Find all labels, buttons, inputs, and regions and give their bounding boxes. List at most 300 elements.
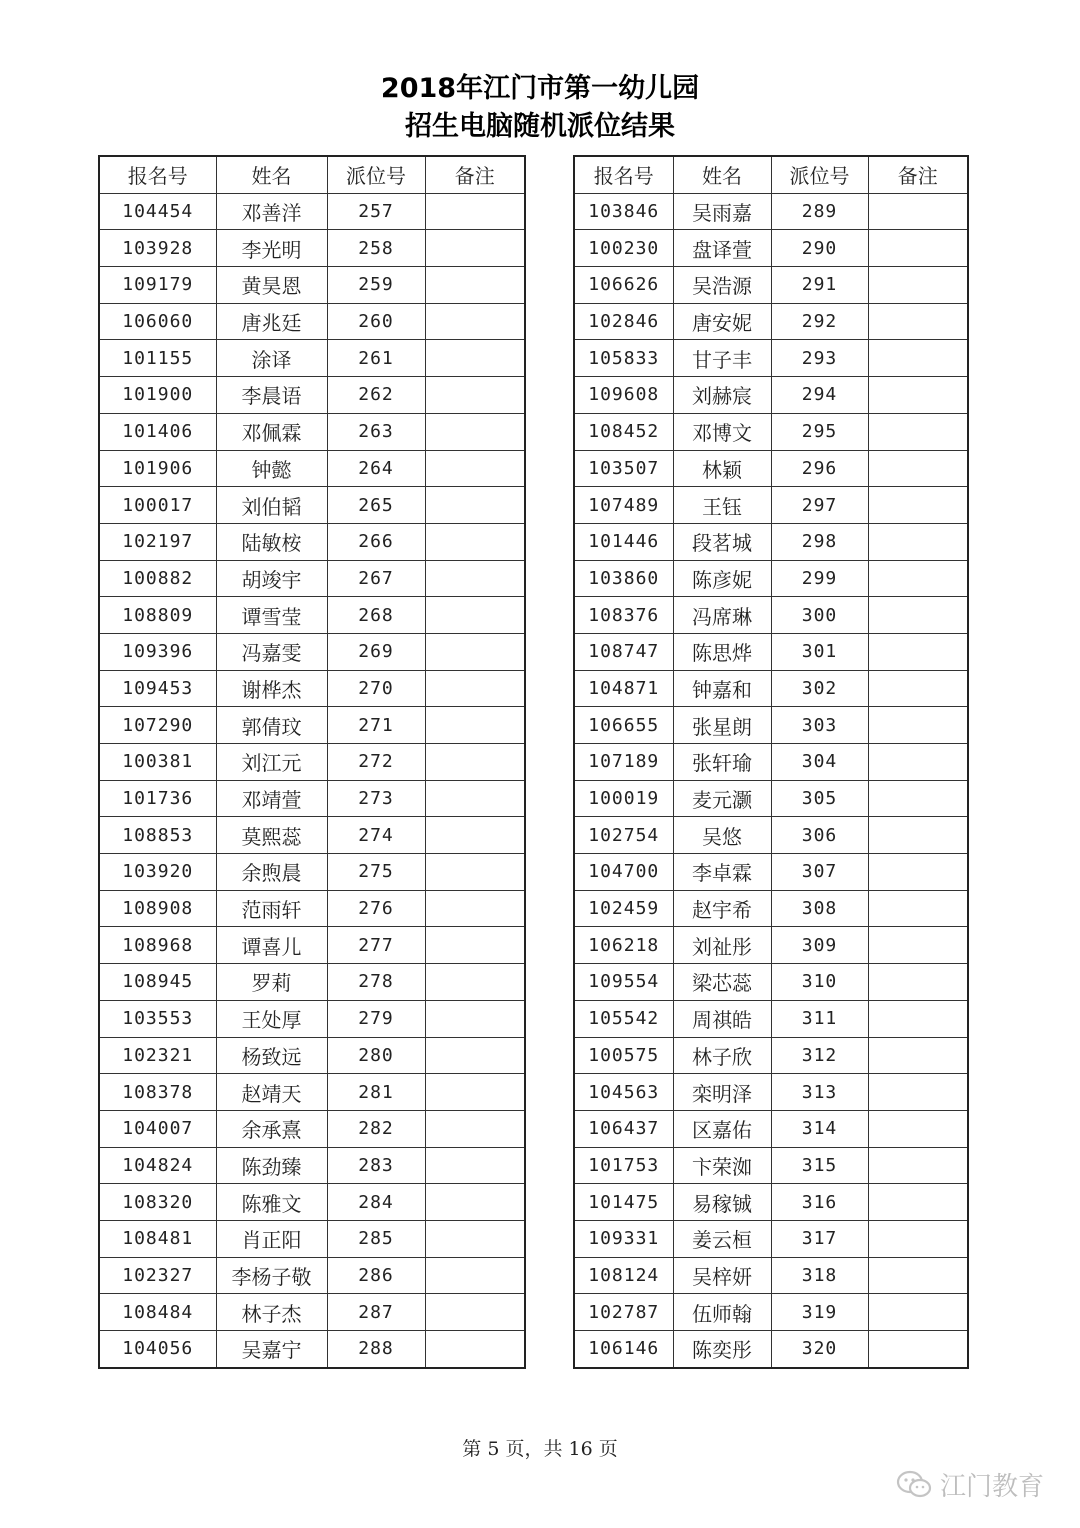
cell-registration-id: 103553 [99,1000,216,1037]
cell-lottery-number: 272 [327,744,425,781]
cell-registration-id: 109608 [574,377,673,414]
cell-lottery-number: 287 [327,1294,425,1331]
cell-lottery-number: 268 [327,597,425,634]
cell-registration-id: 106437 [574,1110,673,1147]
cell-registration-id: 100019 [574,780,673,817]
cell-note [425,450,525,487]
cell-registration-id: 105833 [574,340,673,377]
cell-lottery-number: 263 [327,413,425,450]
cell-name: 胡竣宇 [216,560,327,597]
table-row [574,377,968,414]
cell-note [868,230,968,267]
table-row [574,707,968,744]
table-row [99,597,525,634]
cell-note [868,1110,968,1147]
cell-lottery-number: 318 [771,1257,868,1294]
cell-name: 唐兆廷 [216,303,327,340]
table-row [99,744,525,781]
cell-note [868,890,968,927]
cell-lottery-number: 280 [327,1037,425,1074]
cell-note [425,487,525,524]
table-row [574,230,968,267]
results-table-left [98,155,526,1369]
cell-name: 吴悠 [673,817,771,854]
table-row [99,1110,525,1147]
cell-lottery-number: 319 [771,1294,868,1331]
table-row [99,854,525,891]
table-row [99,707,525,744]
cell-note [868,303,968,340]
cell-lottery-number: 291 [771,267,868,304]
cell-note [868,1074,968,1111]
cell-note [425,927,525,964]
table-row [99,1184,525,1221]
cell-note [868,927,968,964]
cell-lottery-number: 288 [327,1331,425,1368]
table-row [99,1331,525,1368]
cell-name: 陈思烨 [673,633,771,670]
cell-registration-id: 108484 [99,1294,216,1331]
table-row [99,927,525,964]
column-header-id: 报名号 [99,156,216,193]
column-header-pos: 派位号 [327,156,425,193]
cell-name: 林子杰 [216,1294,327,1331]
page-footer: 第 5 页，共 16 页 [462,1438,618,1460]
cell-registration-id: 103928 [99,230,216,267]
cell-lottery-number: 264 [327,450,425,487]
cell-lottery-number: 317 [771,1220,868,1257]
cell-registration-id: 103920 [99,854,216,891]
cell-registration-id: 103860 [574,560,673,597]
cell-name: 范雨轩 [216,890,327,927]
cell-note [425,560,525,597]
table-header-row [99,156,525,193]
cell-registration-id: 105542 [574,1000,673,1037]
cell-registration-id: 108481 [99,1220,216,1257]
cell-note [425,340,525,377]
cell-lottery-number: 277 [327,927,425,964]
cell-name: 谭雪莹 [216,597,327,634]
cell-lottery-number: 295 [771,413,868,450]
cell-lottery-number: 285 [327,1220,425,1257]
cell-note [868,450,968,487]
cell-registration-id: 108853 [99,817,216,854]
cell-name: 钟懿 [216,450,327,487]
cell-name: 栾明泽 [673,1074,771,1111]
table-row [99,193,525,230]
table-row [99,450,525,487]
cell-registration-id: 108376 [574,597,673,634]
cell-registration-id: 102459 [574,890,673,927]
cell-registration-id: 109453 [99,670,216,707]
cell-lottery-number: 271 [327,707,425,744]
cell-name: 赵宇希 [673,890,771,927]
table-row [99,670,525,707]
cell-lottery-number: 257 [327,193,425,230]
cell-name: 伍师翰 [673,1294,771,1331]
cell-lottery-number: 308 [771,890,868,927]
cell-lottery-number: 286 [327,1257,425,1294]
cell-registration-id: 101736 [99,780,216,817]
table-row [574,1074,968,1111]
table-row [574,1110,968,1147]
table-row [99,413,525,450]
cell-note [425,1147,525,1184]
table-row [574,964,968,1001]
cell-lottery-number: 297 [771,487,868,524]
cell-lottery-number: 292 [771,303,868,340]
cell-note [425,303,525,340]
table-row [574,523,968,560]
cell-registration-id: 108908 [99,890,216,927]
table-row [574,560,968,597]
cell-note [425,1037,525,1074]
table-row [574,340,968,377]
table-row [574,1147,968,1184]
cell-note [425,854,525,891]
cell-note [868,633,968,670]
table-row [574,267,968,304]
cell-registration-id: 103507 [574,450,673,487]
cell-note [868,1147,968,1184]
results-table-right [573,155,969,1369]
cell-name: 易稼铖 [673,1184,771,1221]
cell-name: 赵靖天 [216,1074,327,1111]
cell-lottery-number: 266 [327,523,425,560]
cell-note [425,230,525,267]
table-row [574,927,968,964]
cell-name: 冯嘉雯 [216,633,327,670]
cell-lottery-number: 273 [327,780,425,817]
cell-registration-id: 104056 [99,1331,216,1368]
cell-note [868,597,968,634]
cell-registration-id: 107290 [99,707,216,744]
cell-registration-id: 102846 [574,303,673,340]
cell-name: 刘伯韬 [216,487,327,524]
cell-note [868,854,968,891]
cell-name: 黄昊恩 [216,267,327,304]
cell-lottery-number: 284 [327,1184,425,1221]
cell-note [425,707,525,744]
table-row [574,303,968,340]
cell-lottery-number: 276 [327,890,425,927]
cell-name: 林子欣 [673,1037,771,1074]
cell-name: 罗莉 [216,964,327,1001]
table-row [99,1074,525,1111]
cell-lottery-number: 307 [771,854,868,891]
cell-note [868,744,968,781]
cell-lottery-number: 309 [771,927,868,964]
cell-lottery-number: 311 [771,1000,868,1037]
cell-lottery-number: 320 [771,1331,868,1368]
cell-lottery-number: 293 [771,340,868,377]
cell-lottery-number: 296 [771,450,868,487]
cell-lottery-number: 312 [771,1037,868,1074]
cell-registration-id: 109396 [99,633,216,670]
cell-note [868,560,968,597]
cell-name: 邓佩霖 [216,413,327,450]
cell-note [425,890,525,927]
cell-name: 周祺皓 [673,1000,771,1037]
table-row [99,560,525,597]
cell-lottery-number: 258 [327,230,425,267]
table-row [574,633,968,670]
cell-name: 陈劲臻 [216,1147,327,1184]
cell-lottery-number: 283 [327,1147,425,1184]
table-row [574,780,968,817]
cell-name: 盘译萱 [673,230,771,267]
cell-lottery-number: 290 [771,230,868,267]
cell-note [868,1257,968,1294]
cell-note [425,597,525,634]
cell-note [425,377,525,414]
cell-name: 张星朗 [673,707,771,744]
cell-note [868,523,968,560]
cell-lottery-number: 304 [771,744,868,781]
cell-registration-id: 101900 [99,377,216,414]
cell-note [868,1037,968,1074]
cell-registration-id: 104007 [99,1110,216,1147]
cell-registration-id: 101475 [574,1184,673,1221]
table-row [574,1220,968,1257]
cell-name: 李卓霖 [673,854,771,891]
cell-name: 郭倩玟 [216,707,327,744]
cell-name: 肖正阳 [216,1220,327,1257]
cell-name: 唐安妮 [673,303,771,340]
cell-name: 陈雅文 [216,1184,327,1221]
cell-note [868,670,968,707]
cell-note [425,780,525,817]
cell-lottery-number: 294 [771,377,868,414]
cell-lottery-number: 315 [771,1147,868,1184]
cell-name: 邓靖萱 [216,780,327,817]
cell-name: 吴雨嘉 [673,193,771,230]
cell-note [425,1257,525,1294]
cell-note [425,1000,525,1037]
cell-registration-id: 108945 [99,964,216,1001]
table-row [99,377,525,414]
cell-note [868,267,968,304]
cell-note [425,1220,525,1257]
cell-lottery-number: 275 [327,854,425,891]
cell-name: 涂译 [216,340,327,377]
cell-note [425,1184,525,1221]
table-row [574,854,968,891]
cell-name: 钟嘉和 [673,670,771,707]
cell-name: 陈彦妮 [673,560,771,597]
cell-note [425,633,525,670]
wechat-icon [896,1469,932,1501]
cell-lottery-number: 310 [771,964,868,1001]
table-row [574,413,968,450]
cell-note [868,340,968,377]
table-row [99,303,525,340]
table-row [99,230,525,267]
cell-lottery-number: 281 [327,1074,425,1111]
cell-note [868,487,968,524]
cell-registration-id: 101406 [99,413,216,450]
cell-lottery-number: 262 [327,377,425,414]
cell-name: 冯席琳 [673,597,771,634]
cell-note [868,1331,968,1368]
table-row [574,744,968,781]
column-header-note: 备注 [425,156,525,193]
cell-lottery-number: 270 [327,670,425,707]
cell-name: 李杨子敬 [216,1257,327,1294]
table-row [99,1257,525,1294]
cell-lottery-number: 300 [771,597,868,634]
cell-registration-id: 100230 [574,230,673,267]
cell-name: 王处厚 [216,1000,327,1037]
watermark-text: 江门教育 [940,1472,1045,1502]
table-row [574,597,968,634]
cell-registration-id: 106060 [99,303,216,340]
cell-note [425,1074,525,1111]
watermark [896,1466,1044,1503]
table-row [574,670,968,707]
cell-lottery-number: 259 [327,267,425,304]
cell-name: 林颖 [673,450,771,487]
table-row [99,1294,525,1331]
cell-registration-id: 104563 [574,1074,673,1111]
cell-registration-id: 104871 [574,670,673,707]
table-row [99,1000,525,1037]
cell-name: 陈奕彤 [673,1331,771,1368]
cell-lottery-number: 305 [771,780,868,817]
cell-lottery-number: 267 [327,560,425,597]
cell-note [425,1294,525,1331]
cell-registration-id: 106655 [574,707,673,744]
cell-note [425,1331,525,1368]
cell-name: 吴嘉宁 [216,1331,327,1368]
cell-registration-id: 108452 [574,413,673,450]
table-row [574,1000,968,1037]
table-row [574,450,968,487]
cell-name: 谢桦杰 [216,670,327,707]
cell-name: 李晨语 [216,377,327,414]
cell-name: 邓善洋 [216,193,327,230]
cell-note [425,523,525,560]
cell-registration-id: 107489 [574,487,673,524]
cell-name: 杨致远 [216,1037,327,1074]
cell-note [868,377,968,414]
cell-lottery-number: 278 [327,964,425,1001]
column-header-name: 姓名 [216,156,327,193]
cell-lottery-number: 289 [771,193,868,230]
cell-name: 张轩瑜 [673,744,771,781]
cell-registration-id: 104454 [99,193,216,230]
cell-lottery-number: 301 [771,633,868,670]
cell-lottery-number: 282 [327,1110,425,1147]
page-subtitle: 招生电脑随机派位结果 [405,111,675,142]
cell-note [425,413,525,450]
cell-name: 区嘉佑 [673,1110,771,1147]
cell-lottery-number: 298 [771,523,868,560]
table-row [99,780,525,817]
table-row [99,267,525,304]
table-row [574,817,968,854]
cell-registration-id: 100575 [574,1037,673,1074]
cell-registration-id: 108747 [574,633,673,670]
column-header-note: 备注 [868,156,968,193]
cell-note [425,193,525,230]
cell-note [868,964,968,1001]
cell-name: 王钰 [673,487,771,524]
cell-registration-id: 108320 [99,1184,216,1221]
cell-lottery-number: 260 [327,303,425,340]
cell-name: 段茗城 [673,523,771,560]
cell-registration-id: 104824 [99,1147,216,1184]
cell-lottery-number: 316 [771,1184,868,1221]
cell-note [868,1184,968,1221]
cell-name: 谭喜儿 [216,927,327,964]
cell-name: 卞荣洳 [673,1147,771,1184]
cell-registration-id: 101753 [574,1147,673,1184]
cell-registration-id: 101906 [99,450,216,487]
cell-note [868,413,968,450]
cell-registration-id: 109554 [574,964,673,1001]
cell-note [425,817,525,854]
cell-name: 余煦晨 [216,854,327,891]
cell-registration-id: 100882 [99,560,216,597]
cell-registration-id: 106218 [574,927,673,964]
cell-note [868,1294,968,1331]
table-header-row [574,156,968,193]
cell-name: 李光明 [216,230,327,267]
cell-name: 刘赫宸 [673,377,771,414]
table-row [574,487,968,524]
table-row [574,890,968,927]
cell-name: 刘祉彤 [673,927,771,964]
table-row [99,817,525,854]
cell-lottery-number: 265 [327,487,425,524]
cell-note [868,707,968,744]
table-row [99,633,525,670]
cell-name: 邓博文 [673,413,771,450]
cell-registration-id: 108378 [99,1074,216,1111]
cell-registration-id: 107189 [574,744,673,781]
cell-registration-id: 102197 [99,523,216,560]
cell-lottery-number: 274 [327,817,425,854]
cell-registration-id: 108968 [99,927,216,964]
cell-name: 陆敏桉 [216,523,327,560]
cell-name: 吴梓妍 [673,1257,771,1294]
cell-registration-id: 102754 [574,817,673,854]
cell-name: 吴浩源 [673,267,771,304]
cell-lottery-number: 314 [771,1110,868,1147]
column-header-name: 姓名 [673,156,771,193]
cell-lottery-number: 269 [327,633,425,670]
column-header-pos: 派位号 [771,156,868,193]
cell-registration-id: 106626 [574,267,673,304]
cell-note [868,1220,968,1257]
cell-registration-id: 100381 [99,744,216,781]
table-row [99,1147,525,1184]
cell-registration-id: 103846 [574,193,673,230]
cell-registration-id: 106146 [574,1331,673,1368]
cell-note [868,1000,968,1037]
cell-note [425,964,525,1001]
table-row [99,340,525,377]
column-header-id: 报名号 [574,156,673,193]
cell-name: 姜云桓 [673,1220,771,1257]
cell-note [425,267,525,304]
cell-registration-id: 104700 [574,854,673,891]
cell-name: 麦元灏 [673,780,771,817]
cell-note [425,744,525,781]
cell-registration-id: 101446 [574,523,673,560]
table-row [574,1184,968,1221]
